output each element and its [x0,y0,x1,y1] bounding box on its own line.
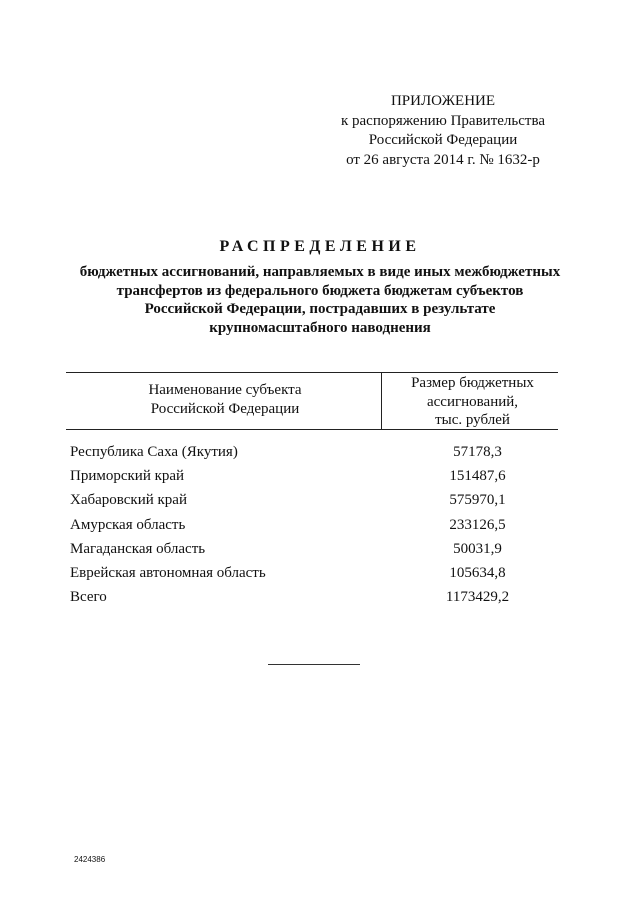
column-header-subject-line: Наименование субъекта [148,382,302,398]
region-name: Магаданская область [70,540,206,557]
table-row [70,467,550,491]
header-column-separator [381,372,382,429]
table-top-rule [66,372,558,373]
table-row [70,443,550,467]
allocation-amount: 57178,3 [453,444,502,460]
appendix-heading: ПРИЛОЖЕНИЕ [390,93,496,109]
subtitle-line: бюджетных ассигнований, направляемых в виде иных межбюджетных [79,264,561,280]
table-body [70,443,550,612]
column-header-amount-line: Размер бюджетных [411,375,534,391]
appendix-block [318,92,568,170]
column-header-amount-line: ассигнований, [426,393,519,410]
document-code: 2424386 [74,855,106,864]
allocation-amount: 233126,5 [449,516,506,533]
subtitle-line: трансфертов из федерального бюджета бюджетам субъектов [116,282,524,299]
region-name: Хабаровский край [70,492,187,509]
document-title: РАСПРЕДЕЛЕНИЕ [219,238,421,255]
allocation-amount: 105634,8 [449,564,506,581]
total-amount: 1173429,2 [445,589,510,606]
subtitle-line: Российской Федерации, пострадавших в результате [144,301,496,317]
appendix-government: Российской Федерации [368,132,518,148]
column-header-amount [390,374,555,430]
table-row [70,516,550,540]
column-header-subject-line: Российской Федерации [150,401,300,417]
region-name: Амурская область [70,516,186,533]
table-row [70,540,550,564]
region-name: Еврейская автономная область [70,564,266,581]
region-name: Республика Саха (Якутия) [70,444,238,460]
appendix-date-number: от 26 августа 2014 г. № 1632-р [346,151,540,168]
column-header-amount-line: тыс. рублей [435,412,510,428]
total-label: Всего [70,589,107,606]
allocation-amount: 575970,1 [449,492,506,509]
column-header-subject [100,381,350,419]
region-name: Приморский край [70,468,185,485]
appendix-order-ref: к распоряжению Правительства [340,112,545,129]
table-row-total [70,588,550,612]
allocation-amount: 50031,9 [453,540,502,557]
table-row [70,491,550,515]
allocation-amount: 151487,6 [449,468,506,485]
subtitle-line: крупномасштабного наводнения [209,319,431,336]
table-row [70,564,550,588]
document-subtitle [40,263,600,337]
document-end-line [268,664,360,665]
